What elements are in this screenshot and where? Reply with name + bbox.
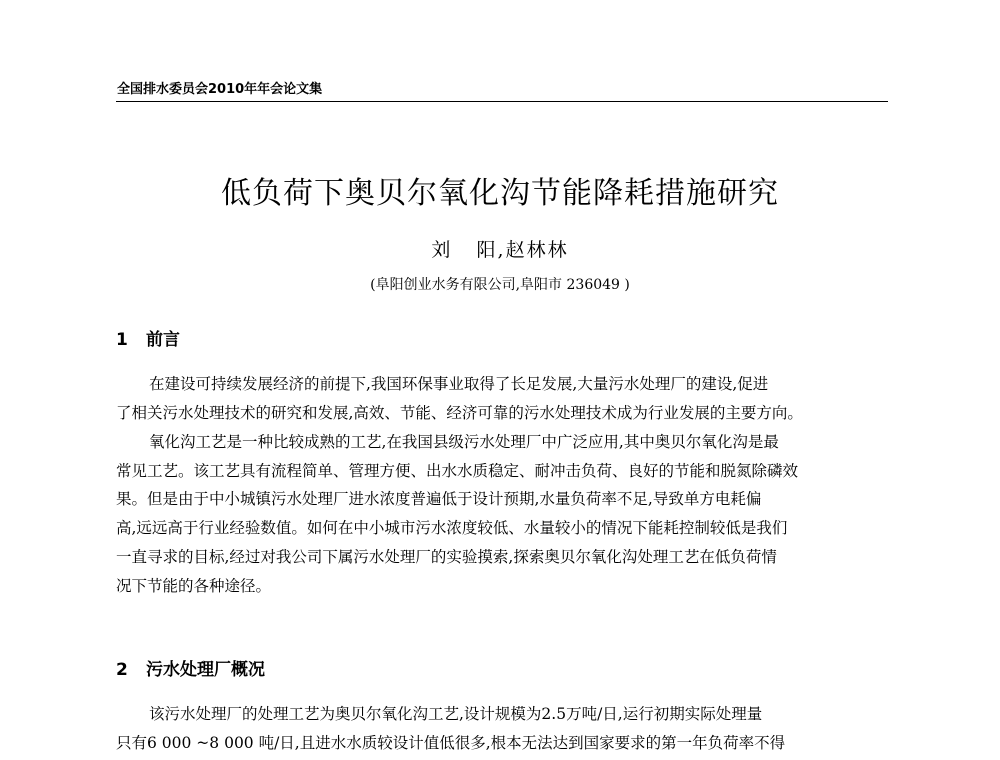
paragraph-line: 常见工艺。该工艺具有流程简单、管理方便、出水水质稳定、耐冲击负荷、良好的节能和脱氮除磷效 [116,461,799,480]
paragraph-line: 只有6 000 ~8 000 吨/日,且进水水质较设计值低很多,根本无法达到国家要求的第一年负荷率不得 [116,733,786,752]
paper-affiliation: (阜阳创业水务有限公司,阜阳市 236049 ) [370,277,630,293]
section-number: 2 [116,660,128,680]
section-title: 污水处理厂概况 [146,660,265,680]
paper-title: 低负荷下奥贝尔氧化沟节能降耗措施研究 [221,176,779,211]
paragraph-line: 氧化沟工艺是一种比较成熟的工艺,在我国县级污水处理厂中广泛应用,其中奥贝尔氧化沟是最 [149,433,779,451]
paragraph-line: 该污水处理厂的处理工艺为奥贝尔氧化沟工艺,设计规模为2.5万吨/日,运行初期实际处理量 [149,705,763,723]
header-rule [116,101,888,102]
running-header: 全国排水委员会2010年年会论文集 [117,82,323,97]
section-number: 1 [116,330,128,350]
paragraph-line: 了相关污水处理技术的研究和发展,高效、节能、经济可靠的污水处理技术成为行业发展的主要方向。 [116,403,803,422]
paper-authors: 刘 阳,赵林林 [431,239,569,261]
paragraph-line: 在建设可持续发展经济的前提下,我国环保事业取得了长足发展,大量污水处理厂的建设,促进 [149,375,769,393]
paragraph-line: 一直寻求的目标,经过对我公司下属污水处理厂的实验摸索,探索奥贝尔氧化沟处理工艺在低负荷情 [116,547,777,566]
paragraph [116,370,888,427]
section-heading-1 [116,325,180,350]
paragraph-line: 果。但是由于中小城镇污水处理厂进水浓度普遍低于设计预期,水量负荷率不足,导致单方电耗偏 [116,490,762,509]
paragraph-line: 高,远远高于行业经验数值。如何在中小城市污水浓度较低、水量较小的情况下能耗控制较低是我们 [116,519,788,538]
paragraph-line: 况下节能的各种途径。 [116,576,272,595]
section-heading-2 [116,655,265,680]
section-title: 前言 [146,330,180,350]
paragraph [116,428,888,600]
paragraph [116,700,888,757]
